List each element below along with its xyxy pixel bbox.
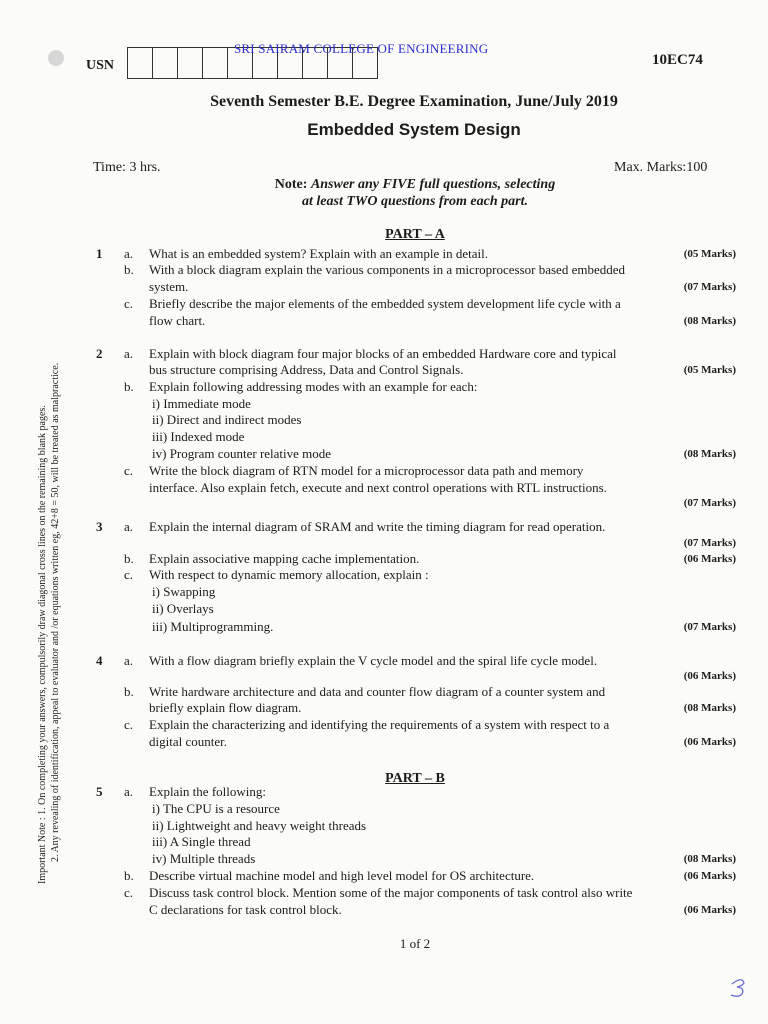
question-line-q2: 2 [96, 346, 103, 361]
question-line-q5b-m: (06 Marks) [683, 870, 736, 882]
question-line-q5a-iv: iv) Multiple threads [152, 851, 256, 866]
question-line-q2a-2: bus structure comprising Address, Data and Control Signals. [149, 362, 464, 377]
question-line-q1c-2: flow chart. [149, 313, 206, 328]
question-line-q2c-2: interface. Also explain fetch, execute and next control operations with RTL instructions. [149, 480, 607, 495]
question-line-q3c-ii: ii) Overlays [152, 601, 214, 616]
question-line-q2b-l: b. [124, 379, 134, 394]
question-line-q3a-l: a. [124, 519, 134, 534]
question-line-q4c-1: Explain the characterizing and identifying the requirements of a system with respect to a [149, 717, 610, 732]
question-line-q3c-m: (07 Marks) [683, 621, 736, 633]
question-line-q1b-m: (07 Marks) [683, 281, 736, 293]
question-line-q4b-1: Write hardware architecture and data and counter flow diagram of a counter system and [149, 684, 606, 699]
question-line-q5a-i: i) The CPU is a resource [152, 801, 280, 816]
question-line-q2b-m: (08 Marks) [683, 448, 736, 460]
question-line-q4a-l: a. [124, 653, 134, 668]
time-label: Time: 3 hrs. [93, 160, 161, 175]
question-line-q3a: Explain the internal diagram of SRAM and write the timing diagram for read operation. [149, 519, 606, 534]
subject-code: 10EC74 [652, 52, 703, 68]
question-line-q5a-m: (08 Marks) [683, 853, 736, 865]
question-line-q5b: Describe virtual machine model and high level model for OS architecture. [149, 868, 535, 883]
instructions-note: Note: Answer any FIVE full questions, selecting at least TWO questions from each part. [274, 177, 556, 209]
question-line-q3c-i: i) Swapping [152, 584, 216, 599]
question-line-q1: 1 [96, 246, 103, 261]
question-line-q3b-m: (06 Marks) [683, 553, 736, 565]
question-line-q2b-1: Explain following addressing modes with an example for each: [149, 379, 478, 394]
question-line-q4c-l: c. [124, 717, 134, 732]
question-line-q4b-l: b. [124, 684, 134, 699]
part-a-heading: PART – A [385, 227, 445, 242]
handwritten-mark [728, 976, 762, 1000]
question-line-q5: 5 [96, 784, 103, 799]
college-stamp: SRI SAIRAM COLLEGE OF ENGINEERING [234, 41, 489, 56]
question-line-q2b-iv: iv) Program counter relative mode [152, 446, 332, 461]
question-line-q5a-l: a. [124, 784, 134, 799]
question-line-q2c-m: (07 Marks) [683, 497, 736, 509]
question-line-q5c-2: C declarations for task control block. [149, 902, 342, 917]
question-line-q4b-2: briefly explain flow diagram. [149, 700, 302, 715]
question-line-q4c-m: (06 Marks) [683, 736, 736, 748]
question-line-q3b: Explain associative mapping cache implementation. [149, 551, 420, 566]
question-line-q2b-iii: iii) Indexed mode [152, 429, 245, 444]
question-line-q5b-l: b. [124, 868, 134, 883]
question-line-q1c-l: c. [124, 296, 134, 311]
question-line-q2b-ii: ii) Direct and indirect modes [152, 412, 302, 427]
question-line-q5a-ii: ii) Lightweight and heavy weight threads [152, 818, 367, 833]
question-line-q1b-l: b. [124, 262, 134, 277]
question-line-q1c-1: Briefly describe the major elements of the embedded system development life cycle with a [149, 296, 621, 311]
question-line-q2a-m: (05 Marks) [683, 364, 736, 376]
question-line-q3c-1: With respect to dynamic memory allocation, explain : [149, 567, 429, 582]
question-line-q3c-l: c. [124, 567, 134, 582]
question-line-q3c-iii: iii) Multiprogramming. [152, 619, 274, 634]
question-line-q3a-m: (07 Marks) [683, 537, 736, 549]
page-number: 1 of 2 [399, 936, 431, 951]
question-line-q5a-iii: iii) A Single thread [152, 834, 251, 849]
exam-title: Seventh Semester B.E. Degree Examination, June/July 2019 [210, 93, 618, 110]
part-b-heading: PART – B [385, 771, 445, 786]
question-line-q1c-m: (08 Marks) [683, 315, 736, 327]
question-line-q1a-l: a. [124, 246, 134, 261]
question-line-q1a: What is an embedded system? Explain with an example in detail. [149, 246, 488, 261]
side-important-note: Important Note : 1. On completing your answers, compulsorily draw diagonal cross lines on the remaining blank pages. 2. Any revealing of identification, appeal to evaluator and /or equations written eg, 42+8 = 50, will be treated as malpractice. [37, 362, 61, 884]
max-marks-label: Max. Marks:100 [614, 160, 708, 175]
question-line-q4b-m: (08 Marks) [683, 702, 736, 714]
question-line-q4a: With a flow diagram briefly explain the V cycle model and the spiral life cycle model. [149, 653, 598, 668]
question-line-q2c-1: Write the block diagram of RTN model for a microprocessor data path and memory [149, 463, 584, 478]
question-line-q1a-m: (05 Marks) [683, 248, 736, 260]
question-line-q5c-1: Discuss task control block. Mention some of the major components of task control also write [149, 885, 633, 900]
punch-hole [48, 50, 64, 66]
question-line-q2b-i: i) Immediate mode [152, 396, 251, 411]
question-line-q2c-l: c. [124, 463, 134, 478]
question-line-q2a-1: Explain with block diagram four major blocks of an embedded Hardware core and typical [149, 346, 617, 361]
question-line-q3b-l: b. [124, 551, 134, 566]
question-line-q4a-m: (06 Marks) [683, 670, 736, 682]
question-line-q4: 4 [96, 653, 103, 668]
question-line-q4c-2: digital counter. [149, 734, 227, 749]
question-line-q3: 3 [96, 519, 103, 534]
question-line-q1b-1: With a block diagram explain the various components in a microprocessor based embedded [149, 262, 625, 277]
subject-title: Embedded System Design [307, 120, 521, 139]
usn-label: USN [86, 58, 115, 73]
question-line-q5c-l: c. [124, 885, 134, 900]
question-line-q1b-2: system. [149, 279, 189, 294]
question-line-q5c-m: (06 Marks) [683, 904, 736, 916]
question-line-q5a-1: Explain the following: [149, 784, 266, 799]
question-line-q2a-l: a. [124, 346, 134, 361]
